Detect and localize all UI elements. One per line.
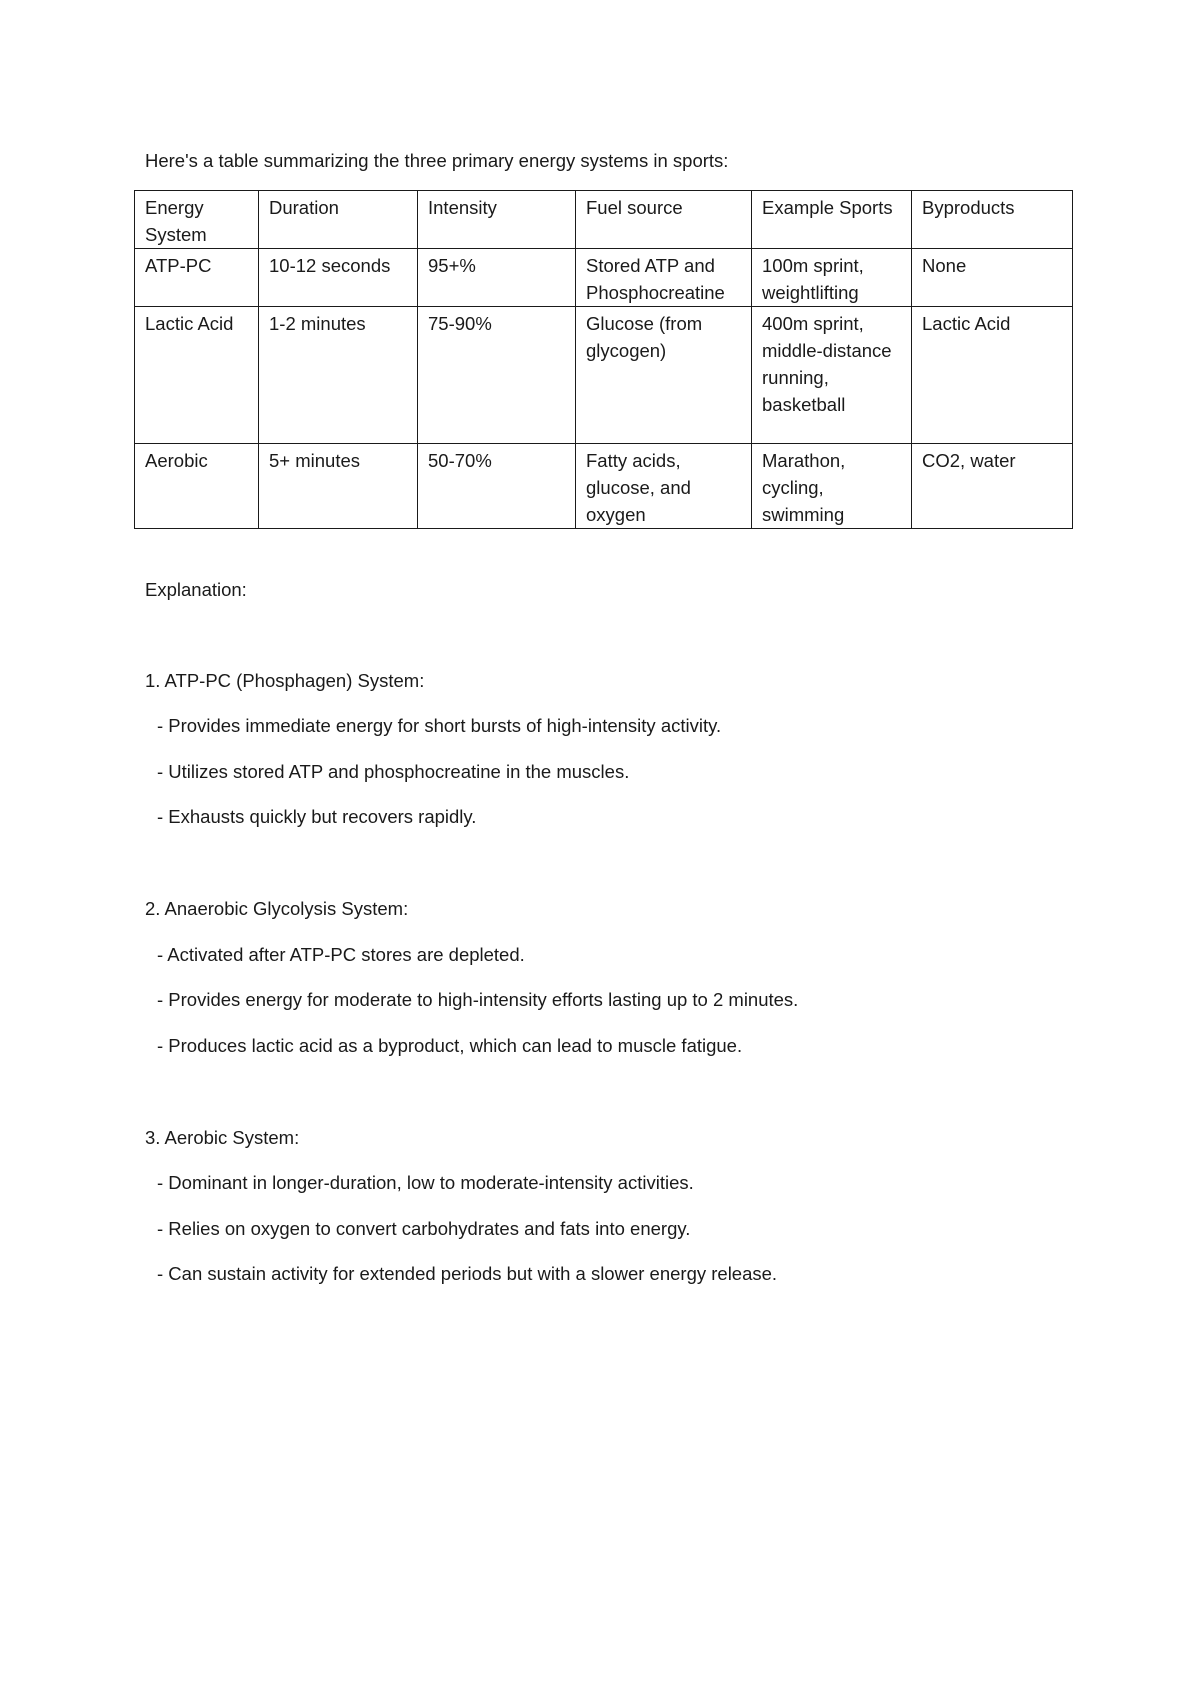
intro-text: Here's a table summarizing the three primary energy systems in sports:	[145, 150, 729, 171]
section-heading-aerobic: 3. Aerobic System:	[145, 1127, 300, 1148]
table-cell: ATP-PC	[135, 249, 259, 307]
table-header-row	[135, 191, 1073, 249]
bullet-item: - Provides immediate energy for short bursts of high-intensity activity.	[157, 715, 722, 736]
table-cell: 5+ minutes	[259, 444, 418, 529]
table-cell: Fatty acids, glucose, and oxygen	[576, 444, 752, 529]
header-byproducts: Byproducts	[912, 191, 1073, 249]
section-heading-atp-pc: 1. ATP-PC (Phosphagen) System:	[145, 670, 425, 691]
table-row	[135, 444, 1073, 529]
header-energy-system: Energy System	[135, 191, 259, 249]
bullet-item: - Exhausts quickly but recovers rapidly.	[157, 806, 477, 827]
energy-systems-table	[134, 190, 1073, 529]
table-cell: CO2, water	[912, 444, 1073, 529]
bullet-item: - Relies on oxygen to convert carbohydrates and fats into energy.	[157, 1218, 691, 1239]
table-cell: None	[912, 249, 1073, 307]
table-cell: Marathon, cycling, swimming	[752, 444, 912, 529]
table-cell: Glucose (from glycogen)	[576, 307, 752, 444]
header-duration: Duration	[259, 191, 418, 249]
bullet-item: - Activated after ATP-PC stores are depleted.	[157, 944, 525, 965]
header-fuel-source: Fuel source	[576, 191, 752, 249]
table-cell: 75-90%	[418, 307, 576, 444]
table-cell: 100m sprint, weightlifting	[752, 249, 912, 307]
bullet-item: - Provides energy for moderate to high-intensity efforts lasting up to 2 minutes.	[157, 989, 799, 1010]
header-example-sports: Example Sports	[752, 191, 912, 249]
bullet-item: - Dominant in longer-duration, low to moderate-intensity activities.	[157, 1172, 694, 1193]
table-cell: 10-12 seconds	[259, 249, 418, 307]
table-cell: 1-2 minutes	[259, 307, 418, 444]
table-cell: Stored ATP and Phosphocreatine	[576, 249, 752, 307]
explanation-label: Explanation:	[145, 579, 247, 600]
table-cell: 50-70%	[418, 444, 576, 529]
table-row	[135, 249, 1073, 307]
bullet-item: - Can sustain activity for extended periods but with a slower energy release.	[157, 1263, 778, 1284]
table-cell: Lactic Acid	[912, 307, 1073, 444]
section-heading-anaerobic: 2. Anaerobic Glycolysis System:	[145, 898, 409, 919]
bullet-item: - Utilizes stored ATP and phosphocreatine in the muscles.	[157, 761, 630, 782]
table-cell: Aerobic	[135, 444, 259, 529]
table-row	[135, 307, 1073, 444]
table-cell: 95+%	[418, 249, 576, 307]
bullet-item: - Produces lactic acid as a byproduct, which can lead to muscle fatigue.	[157, 1035, 743, 1056]
table-cell: 400m sprint, middle-distance running, basketball	[752, 307, 912, 444]
table-cell: Lactic Acid	[135, 307, 259, 444]
header-intensity: Intensity	[418, 191, 576, 249]
